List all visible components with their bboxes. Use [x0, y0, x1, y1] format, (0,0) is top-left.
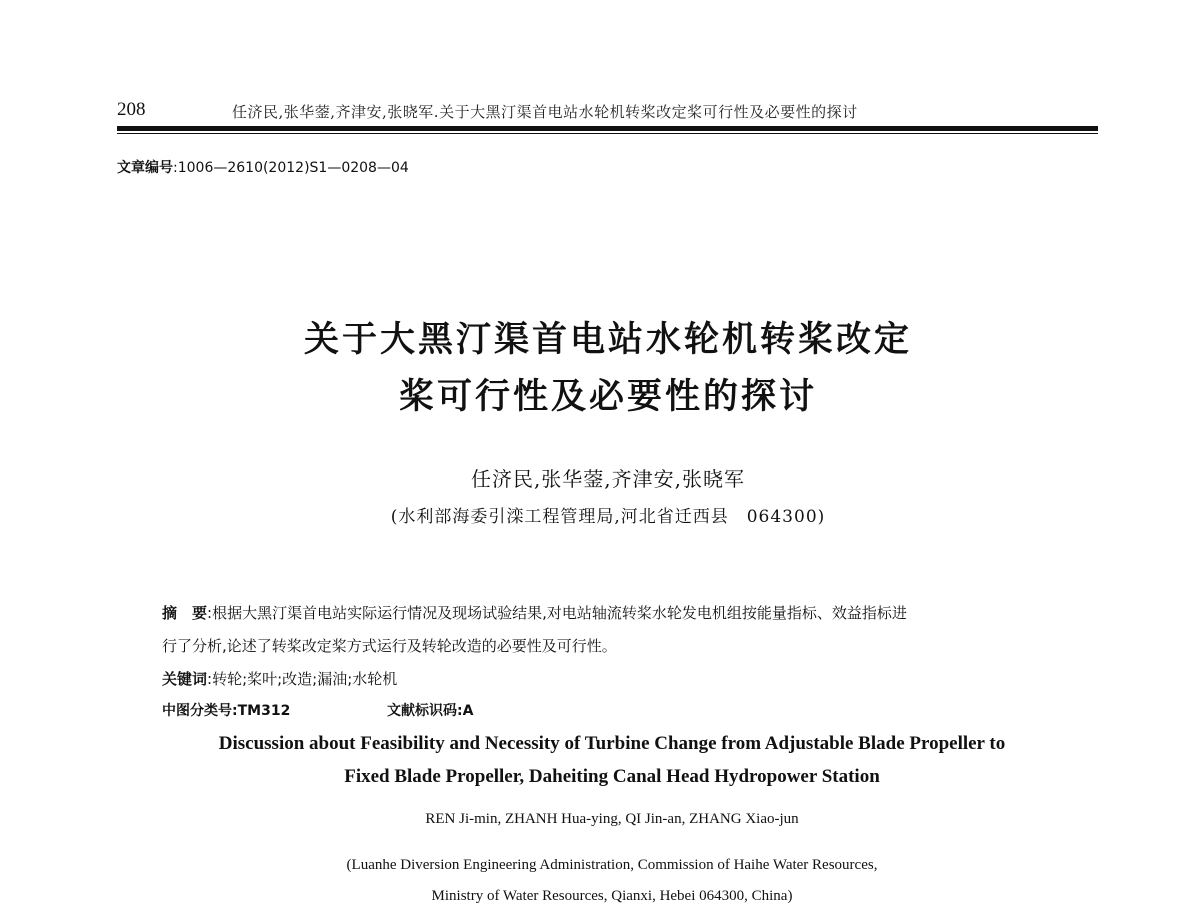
keywords-label: 关键词	[162, 670, 208, 688]
authors-cn: 任济民,张华蓥,齐津安,张晓军	[470, 467, 746, 491]
document-code	[387, 700, 473, 720]
clc-number	[162, 700, 290, 720]
clc-value: :TM312	[232, 703, 291, 719]
abstract-line-2: 行了分析,论述了转桨改定桨方式运行及转轮改造的必要性及可行性。	[162, 637, 617, 655]
article-number	[117, 157, 409, 177]
title-en-line-1: Discussion about Feasibility and Necessity of Turbine Change from Adjustable Blade Propeller to	[218, 733, 1006, 754]
abstract-text-1: :根据大黑汀渠首电站实际运行情况及现场试验结果,对电站轴流转桨水轮发电机组按能量指标、效益指标进	[207, 604, 907, 622]
authors-en: REN Ji-min, ZHANH Hua-ying, QI Jin-an, ZHANG Xiao-jun	[425, 811, 799, 827]
affiliation-cn: (水利部海委引滦工程管理局,河北省迁西县 064300)	[390, 507, 826, 527]
clc-label: 中图分类号	[162, 703, 232, 719]
title-cn-line-2: 桨可行性及必要性的探讨	[398, 377, 817, 417]
page-number: 208	[117, 99, 146, 120]
keywords-value: :转轮;桨叶;改造;漏油;水轮机	[207, 670, 398, 688]
running-header: 任济民,张华蓥,齐津安,张晓军.关于大黑汀渠首电站水轮机转桨改定桨可行性及必要性的探讨	[232, 103, 858, 121]
abstract-line-1	[162, 602, 907, 623]
header-rule-thick	[117, 126, 1098, 131]
title-cn-line-1: 关于大黑汀渠首电站水轮机转桨改定	[303, 320, 912, 360]
doc-code-label: 文献标识码	[387, 703, 457, 719]
doc-code-value: :A	[457, 703, 474, 719]
affiliation-en-line-1: (Luanhe Diversion Engineering Administration, Commission of Haihe Water Resources,	[346, 857, 878, 873]
abstract-label: 摘 要	[162, 604, 208, 622]
header-rule-thin	[117, 133, 1098, 134]
affiliation-en-line-2: Ministry of Water Resources, Qianxi, Hebei 064300, China)	[431, 888, 793, 904]
title-en-line-2: Fixed Blade Propeller, Daheiting Canal Head Hydropower Station	[344, 766, 880, 787]
article-number-value: :1006—2610(2012)S1—0208—04	[173, 160, 409, 176]
article-number-label: 文章编号	[117, 160, 173, 176]
keywords	[162, 668, 397, 689]
